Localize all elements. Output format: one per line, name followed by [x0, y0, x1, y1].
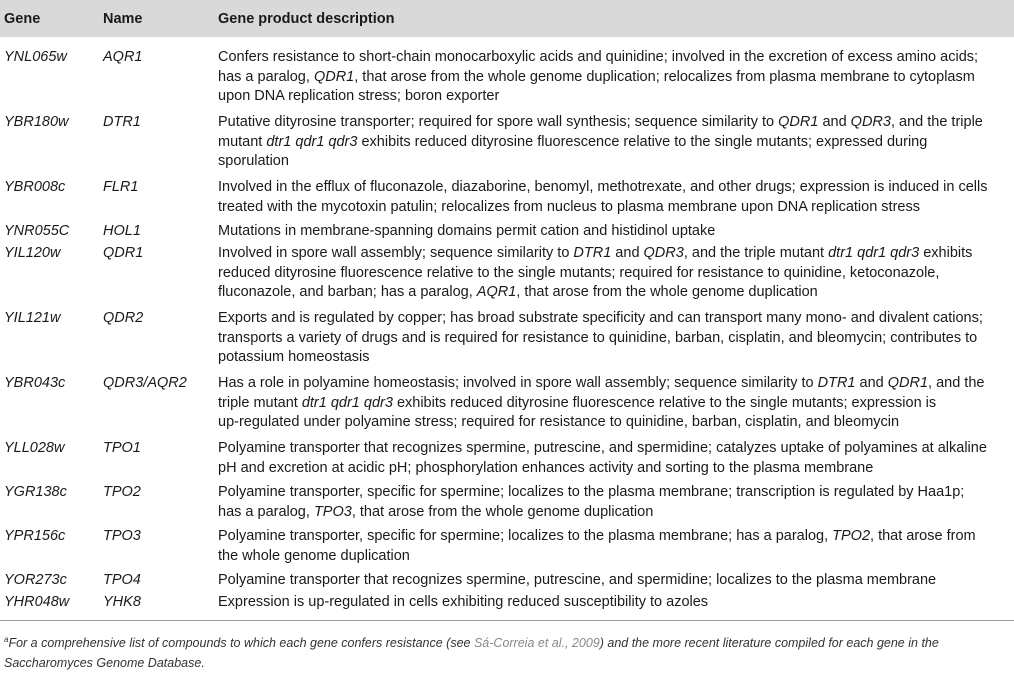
gene-cell: YBR043c — [4, 375, 66, 391]
description-text: Has a role in polyamine homeostasis; involved in spore wall assembly; sequence similarity to — [218, 375, 818, 391]
italic-term: QDR1 — [313, 68, 355, 85]
description-line — [218, 87, 1014, 107]
description-cell — [218, 113, 1014, 172]
gene-cell: YOR273c — [4, 572, 67, 588]
description-text: Exports and is regulated by copper; has broad substrate specificity and can transport many mono- and divalent cations; — [218, 310, 983, 326]
table-footnote — [4, 630, 1009, 673]
description-text: exhibits reduced dityrosine fluorescence relative to the single mutants; expression is — [392, 394, 937, 411]
description-line — [218, 178, 1014, 198]
description-cell — [218, 178, 1014, 217]
description-cell — [218, 593, 1014, 613]
description-line — [218, 309, 1014, 329]
table-bottom-rule — [0, 620, 1014, 621]
description-line — [218, 593, 1014, 613]
description-line — [218, 244, 1014, 264]
description-text: and — [611, 245, 644, 261]
footnote-text-after: ) and the more recent literature compiled for each gene in the Saccharomyces Genome Database. — [4, 636, 939, 671]
description-text: , that arose from the whole genome duplication; relocalizes from plasma membrane to cytoplasm — [354, 68, 975, 85]
description-text: Mutations in membrane-spanning domains permit cation and histidinol uptake — [218, 223, 716, 239]
description-cell — [218, 439, 1014, 478]
name-cell: HOL1 — [103, 223, 141, 239]
name-cell: QDR1 — [103, 245, 144, 261]
description-text: , and the triple mutant — [683, 245, 829, 261]
footnote-mark: a — [4, 635, 9, 644]
description-text: triple mutant — [218, 394, 302, 411]
name-cell: AQR1 — [103, 49, 143, 65]
description-text: transports a variety of drugs and is required for resistance to quinidine, barban, cisplatin, and bleomycin; contributes to — [218, 329, 978, 346]
description-cell — [218, 374, 1014, 433]
description-line — [218, 198, 1014, 218]
name-cell: YHK8 — [103, 594, 141, 610]
description-text: reduced dityrosine fluorescence relative to the single mutants; required for resistance to quinidine, ketoconazole, — [218, 264, 940, 281]
description-text: upon DNA replication stress; boron exporter — [218, 88, 500, 104]
gene-cell: YNL065w — [4, 49, 67, 65]
description-line — [218, 571, 1014, 591]
italic-term: TPO2 — [832, 528, 871, 544]
description-text: up-regulated under polyamine stress; required for resistance to quinidine, barban, cisplatin, and bleomycin — [218, 414, 900, 430]
description-text: Polyamine transporter, specific for spermine; localizes to the plasma membrane; has a paralog, — [218, 528, 833, 544]
footnote-citation-link[interactable]: Sá-Correia et al., 2009 — [473, 636, 600, 651]
description-line — [218, 113, 1014, 133]
gene-cell: YHR048w — [4, 594, 70, 610]
gene-cell: YIL121w — [4, 310, 61, 326]
italic-term: QDR1 — [887, 375, 929, 391]
description-line — [218, 483, 1014, 503]
description-text: the whole genome duplication — [218, 547, 410, 564]
description-text: Polyamine transporter, specific for spermine; localizes to the plasma membrane; transcription is regulated by Haa1p; — [218, 484, 965, 500]
description-text: has a paralog, — [218, 68, 314, 85]
description-text: treated with the mycotoxin patulin; relocalizes from nucleus to plasma membrane upon DNA replication stress — [218, 198, 920, 215]
header-gene: Gene — [4, 11, 41, 27]
description-cell — [218, 527, 1014, 566]
description-text: Involved in the efflux of fluconazole, diazaborine, benomyl, methotrexate, and other drugs; expression is induced in cells — [218, 179, 988, 195]
name-cell: TPO2 — [103, 484, 141, 500]
description-cell — [218, 309, 1014, 368]
description-line — [218, 413, 1014, 433]
description-text: potassium homeostasis — [218, 349, 370, 365]
description-line — [218, 283, 1014, 303]
gene-cell: YBR180w — [4, 114, 69, 130]
description-cell — [218, 244, 1014, 303]
gene-cell: YIL120w — [4, 245, 61, 261]
description-line — [218, 329, 1014, 349]
description-text: fluconazole, and barban; has a paralog, — [218, 284, 477, 300]
description-cell — [218, 571, 1014, 591]
description-text: Confers resistance to short-chain monocarboxylic acids and quinidine; involved in the excretion of excess amino acids; — [218, 49, 979, 65]
description-text: Putative dityrosine transporter; required for spore wall synthesis; sequence similarity to — [218, 114, 779, 130]
description-line — [218, 459, 1014, 479]
name-cell: TPO4 — [103, 572, 141, 588]
table-header — [0, 0, 1014, 37]
italic-term: QDR3 — [643, 245, 684, 261]
italic-term: QDR1 — [778, 114, 819, 130]
gene-cell: YLL028w — [4, 440, 65, 456]
description-text: and — [818, 114, 851, 130]
gene-cell: YPR156c — [4, 528, 66, 544]
italic-term: AQR1 — [476, 284, 517, 300]
italic-term: dtr1 qdr1 qdr3 — [301, 394, 393, 411]
description-text: exhibits — [919, 245, 973, 261]
description-line — [218, 222, 1014, 242]
description-line — [218, 152, 1014, 172]
header-description: Gene product description — [218, 11, 395, 27]
description-text: mutant — [218, 133, 267, 150]
name-cell: QDR3/AQR2 — [103, 375, 187, 391]
description-line — [218, 264, 1014, 284]
description-text: , that arose from the whole genome duplication — [351, 503, 654, 520]
gene-cell: YBR008c — [4, 179, 66, 195]
description-line — [218, 133, 1014, 153]
description-cell — [218, 222, 1014, 242]
description-line — [218, 547, 1014, 567]
italic-term: QDR3 — [850, 114, 891, 130]
description-line — [218, 394, 1014, 414]
description-line — [218, 527, 1014, 547]
description-text: , that arose from the whole genome duplication — [516, 284, 818, 300]
description-line — [218, 439, 1014, 459]
italic-term: DTR1 — [573, 245, 612, 261]
description-text: has a paralog, — [218, 503, 314, 520]
description-text: , and the triple — [890, 114, 983, 130]
italic-term: TPO3 — [313, 503, 352, 520]
italic-term: dtr1 qdr1 qdr3 — [828, 245, 920, 261]
italic-term: dtr1 qdr1 qdr3 — [266, 133, 358, 150]
description-text: sporulation — [218, 153, 289, 169]
name-cell: TPO3 — [103, 528, 141, 544]
name-cell: TPO1 — [103, 440, 141, 456]
description-line — [218, 68, 1014, 88]
description-line — [218, 374, 1014, 394]
description-cell — [218, 483, 1014, 522]
description-text: Polyamine transporter that recognizes spermine, putrescine, and spermidine; catalyzes uptake of polyamines at alkaline — [218, 440, 987, 456]
name-cell: QDR2 — [103, 310, 144, 326]
footnote-text-before: For a comprehensive list of compounds to which each gene confers resistance (see — [8, 636, 474, 651]
description-text: , and the — [928, 375, 985, 391]
description-line — [218, 48, 1014, 68]
gene-cell: YGR138c — [4, 484, 67, 500]
header-name: Name — [103, 11, 143, 27]
description-line — [218, 503, 1014, 523]
description-text: and — [855, 375, 888, 391]
description-text: Involved in spore wall assembly; sequence similarity to — [218, 245, 574, 261]
description-text: exhibits reduced dityrosine fluorescence relative to the single mutants; expressed during — [357, 133, 928, 150]
description-text: Polyamine transporter that recognizes spermine, putrescine, and spermidine; localizes to the plasma membrane — [218, 572, 937, 588]
description-cell — [218, 48, 1014, 107]
description-text: , that arose from — [870, 528, 976, 544]
italic-term: DTR1 — [817, 375, 856, 391]
name-cell: FLR1 — [103, 179, 139, 195]
gene-cell: YNR055C — [4, 223, 70, 239]
description-text: pH and excretion at acidic pH; phosphorylation enhances activity and sorting to the plasma membrane — [218, 459, 874, 476]
description-text: Expression is up-regulated in cells exhibiting reduced susceptibility to azoles — [218, 594, 709, 610]
description-line — [218, 348, 1014, 368]
name-cell: DTR1 — [103, 114, 141, 130]
